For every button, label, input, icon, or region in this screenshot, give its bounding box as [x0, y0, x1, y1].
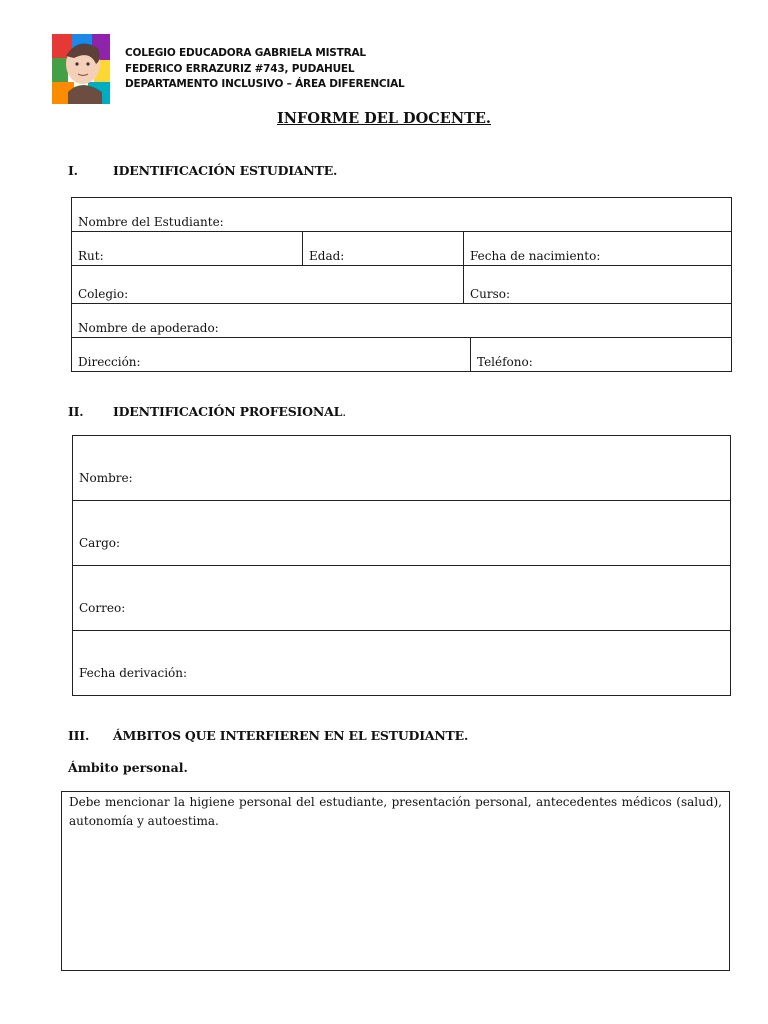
guardian-name-field[interactable]: Nombre de apoderado:: [72, 304, 732, 338]
email-field[interactable]: Correo:: [73, 566, 731, 631]
section-2-number: II.: [68, 404, 84, 419]
school-logo-icon: [52, 34, 110, 104]
student-identification-table: [71, 197, 732, 372]
section-2-title: IDENTIFICACIÓN PROFESIONAL: [113, 404, 343, 419]
personal-scope-textbox[interactable]: [61, 791, 730, 971]
document-title: INFORME DEL DOCENTE.: [277, 110, 491, 127]
school-field[interactable]: Colegio:: [72, 266, 464, 304]
school-address: FEDERICO ERRAZURIZ #743, PUDAHUEL: [125, 62, 355, 75]
section-3-title: ÁMBITOS QUE INTERFIEREN EN EL ESTUDIANTE.: [113, 728, 469, 743]
school-header: [125, 46, 405, 93]
grade-field[interactable]: Curso:: [464, 266, 732, 304]
section-3-heading: [68, 728, 468, 743]
section-1-number: I.: [68, 163, 78, 178]
personal-scope-heading: Ámbito personal.: [68, 760, 188, 775]
section-2-heading: [68, 404, 346, 419]
section-2-title-suffix: .: [342, 404, 346, 419]
student-name-field[interactable]: Nombre del Estudiante:: [72, 198, 732, 232]
section-1-heading: [68, 163, 337, 178]
rut-field[interactable]: Rut:: [72, 232, 303, 266]
school-department: DEPARTAMENTO INCLUSIVO – ÁREA DIFERENCIAL: [125, 78, 405, 90]
age-field[interactable]: Edad:: [303, 232, 464, 266]
phone-field[interactable]: Teléfono:: [471, 338, 732, 372]
section-3-number: III.: [68, 728, 90, 743]
section-1-title: IDENTIFICACIÓN ESTUDIANTE.: [113, 163, 338, 178]
referral-date-field[interactable]: Fecha derivación:: [73, 631, 731, 696]
school-name: COLEGIO EDUCADORA GABRIELA MISTRAL: [125, 47, 366, 59]
professional-identification-table: [72, 435, 731, 696]
address-field[interactable]: Dirección:: [72, 338, 471, 372]
professional-name-field[interactable]: Nombre:: [73, 436, 731, 501]
position-field[interactable]: Cargo:: [73, 501, 731, 566]
personal-scope-instructions: Debe mencionar la higiene personal del estudiante, presentación personal, antecedentes médicos (salud), autonomía y autoestima.: [69, 795, 722, 828]
birth-date-field[interactable]: Fecha de nacimiento:: [464, 232, 732, 266]
